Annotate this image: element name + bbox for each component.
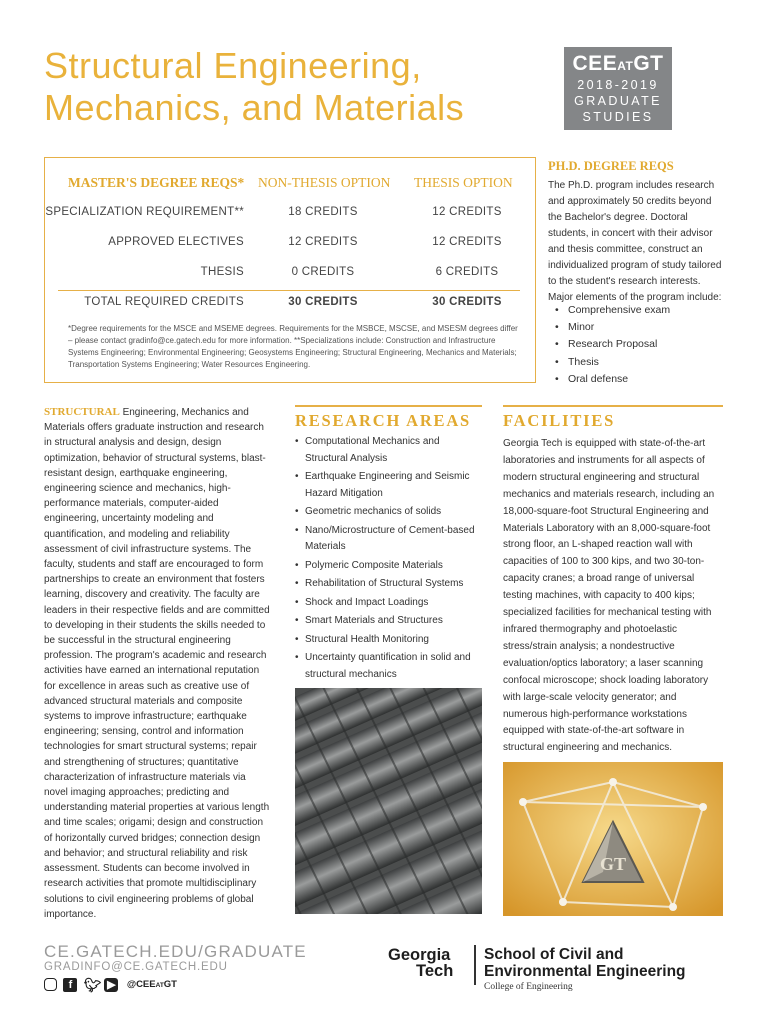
badge-gt: GT xyxy=(633,52,664,75)
row-thesis-specialization: 12 CREDITS xyxy=(432,206,502,218)
row-label-thesis: THESIS xyxy=(200,266,244,278)
georgia-tech-logo-line1: Georgia xyxy=(388,946,451,964)
list-item: • Computational Mechanics and Structural Analysis xyxy=(295,434,485,467)
badge-logo xyxy=(564,53,672,77)
nonthesis-heading: NON-THESIS OPTION xyxy=(258,175,391,190)
social-handle[interactable] xyxy=(127,979,177,990)
badge-graduate: GRADUATE xyxy=(574,94,662,108)
gradinfo-email-link[interactable]: GRADINFO@CE.GATECH.EDU xyxy=(44,961,228,973)
youtube-icon[interactable]: ▶ xyxy=(104,978,118,992)
thesis-heading: THESIS OPTION xyxy=(414,175,513,190)
list-item: • Shock and Impact Loadings xyxy=(295,595,485,612)
row-label-specialization: SPECIALIZATION REQUIREMENT** xyxy=(45,206,244,218)
total-thesis: 30 CREDITS xyxy=(432,296,502,308)
total-nonthesis: 30 CREDITS xyxy=(288,296,358,308)
row-thesis-electives: 12 CREDITS xyxy=(432,236,502,248)
structural-body: Engineering, Mechanics and Materials offers graduate instruction and research in structural analysis and design, design optimization, behavior of structural systems, blast-resistant design, earthquake engineering, engineering science and mechanics, high-performance materials, computer-aided engineering, uncertainty modeling and quantification, and modeling and reliability assessment of civil infrastructure systems. The faculty, students and staff are encouraged to form partnerships to create an environment that fosters learning, discovery and creativity. The faculty are leaders in their respective fields and are committed to developing in their students the skills needed to be successful in the structural engineering profession. The program's academic and research activities have earned an international reputation for excellence in areas such as creative use of advanced structural materials and composite systems to improve infrastructure; earthquake engineering; sensing, control and information technologies for smart structural systems; repair and strengthening of structures; quantitative characterization of infrastructure materials via novel imaging approaches; predicting and understanding material properties at various length and time scales; origami; design and construction of horizontally curved bridges; connection design and behavior; and structural reliability and risk assessment. Students can become involved in research activities that promote multidisciplinary solutions to civil engineering problems of global importance. xyxy=(44,407,270,920)
list-item: • Rehabilitation of Structural Systems xyxy=(295,576,485,593)
gt-trophy-photo xyxy=(503,762,723,916)
logo-divider xyxy=(474,945,476,985)
phd-heading: PH.D. DEGREE REQS xyxy=(548,159,674,173)
row-nonthesis-specialization: 18 CREDITS xyxy=(288,206,358,218)
school-name-line1: School of Civil and xyxy=(484,946,624,963)
phd-description: The Ph.D. program includes research and approximately 50 credits beyond the Bachelor's degree. Doctoral students, in concert with their advisor and thesis committee, construct an individualized program of study tailored to the student's research interests. Major elements of the program include: xyxy=(548,180,722,303)
masters-footnote: *Degree requirements for the MSCE and MSEME degrees. Requirements for the MSBCE, MSCSE, and MSESM degrees differ – please contact gradinfo@ce.gatech.edu for more information. **Specializations include: Construction and Infrastructure Systems Engineering; Environmental Engineering; Geosystems Engineering; Structural Engineering, Mechanics and Materials; Transportation Systems Engineering; Water Resources Engineering. xyxy=(68,324,518,369)
structural-description xyxy=(44,405,272,922)
facilities-description: Georgia Tech is equipped with state-of-the-art laboratories and instruments for all aspects of modern structural engineering and structural mechanics and materials research, including an 18,000-square-foot Structural Engineering and Materials Laboratory with an 8,000-square-foot strong floor, an L-shaped reaction wall with capacities of 100 to 300 kips, and two 30-ton-capacity cranes; a broad range of universal testing machines, with capacity to 400 kips; specialized facilities for mechanical testing with infrared thermography and photoelastic stress/strain analysis; a nondestructive evaluation/optics laboratory; a laser scanning confocal microscope; shock loading laboratory with large-scale velocity generator; and numerous high-performance workstations equipped with state-of-the-art software in structural engineering and mechanics. xyxy=(503,438,715,754)
row-nonthesis-electives: 12 CREDITS xyxy=(288,236,358,248)
structural-keyword: STRUCTURAL xyxy=(44,406,120,418)
cee-at-gt-badge xyxy=(564,47,672,130)
total-divider xyxy=(58,290,520,291)
rebar-photo xyxy=(295,688,482,914)
list-item: • Oral defense xyxy=(548,371,728,388)
row-thesis-thesis: 6 CREDITS xyxy=(435,266,499,278)
graduate-url-link[interactable]: CE.GATECH.EDU/GRADUATE xyxy=(44,942,307,961)
handle-prefix: @CEE xyxy=(126,979,156,991)
twitter-icon[interactable]: 🐦︎ xyxy=(83,976,102,993)
badge-at: AT xyxy=(617,59,634,73)
college-name: College of Engineering xyxy=(484,982,573,992)
page-title-line-2: Mechanics, and Materials xyxy=(44,87,465,128)
list-item: • Nano/Microstructure of Cement-based Materials xyxy=(295,523,485,556)
georgia-tech-logo-line2: Tech xyxy=(416,962,454,980)
badge-year: 2018-2019 xyxy=(577,78,659,92)
badge-studies: STUDIES xyxy=(582,110,654,124)
list-item: • Comprehensive exam xyxy=(548,302,728,319)
handle-at: AT xyxy=(155,982,164,990)
trophy-illustration xyxy=(503,762,723,916)
school-name-line2: Environmental Engineering xyxy=(484,963,686,980)
instagram-icon[interactable] xyxy=(44,978,57,991)
list-item: • Geometric mechanics of solids xyxy=(295,504,485,521)
trophy-text: GT xyxy=(599,854,627,874)
page-title-line-1: Structural Engineering, xyxy=(44,45,422,86)
total-label: TOTAL REQUIRED CREDITS xyxy=(84,296,244,308)
list-item: • Structural Health Monitoring xyxy=(295,632,485,649)
masters-heading: MASTER'S DEGREE REQS* xyxy=(68,175,245,190)
list-item: • Smart Materials and Structures xyxy=(295,613,485,630)
list-item: • Research Proposal xyxy=(548,336,728,353)
facilities-rule xyxy=(503,405,723,407)
social-links xyxy=(44,976,177,992)
handle-gt: GT xyxy=(163,979,177,991)
rebar-illustration xyxy=(295,688,482,914)
list-item: • Thesis xyxy=(548,354,728,371)
list-item: • Uncertainty quantification in solid and structural mechanics xyxy=(295,650,485,683)
phd-elements-list xyxy=(548,302,728,388)
facebook-icon[interactable]: f xyxy=(63,978,77,992)
badge-cee: CEE xyxy=(572,52,618,75)
facilities-heading: FACILITIES xyxy=(503,411,616,430)
list-item: • Polymeric Composite Materials xyxy=(295,558,485,575)
row-label-electives: APPROVED ELECTIVES xyxy=(108,236,244,248)
research-areas-list xyxy=(295,434,485,685)
list-item: • Minor xyxy=(548,319,728,336)
row-nonthesis-thesis: 0 CREDITS xyxy=(291,266,355,278)
research-rule xyxy=(295,405,482,407)
list-item: • Earthquake Engineering and Seismic Hazard Mitigation xyxy=(295,469,485,502)
research-heading: RESEARCH AREAS xyxy=(295,411,472,430)
